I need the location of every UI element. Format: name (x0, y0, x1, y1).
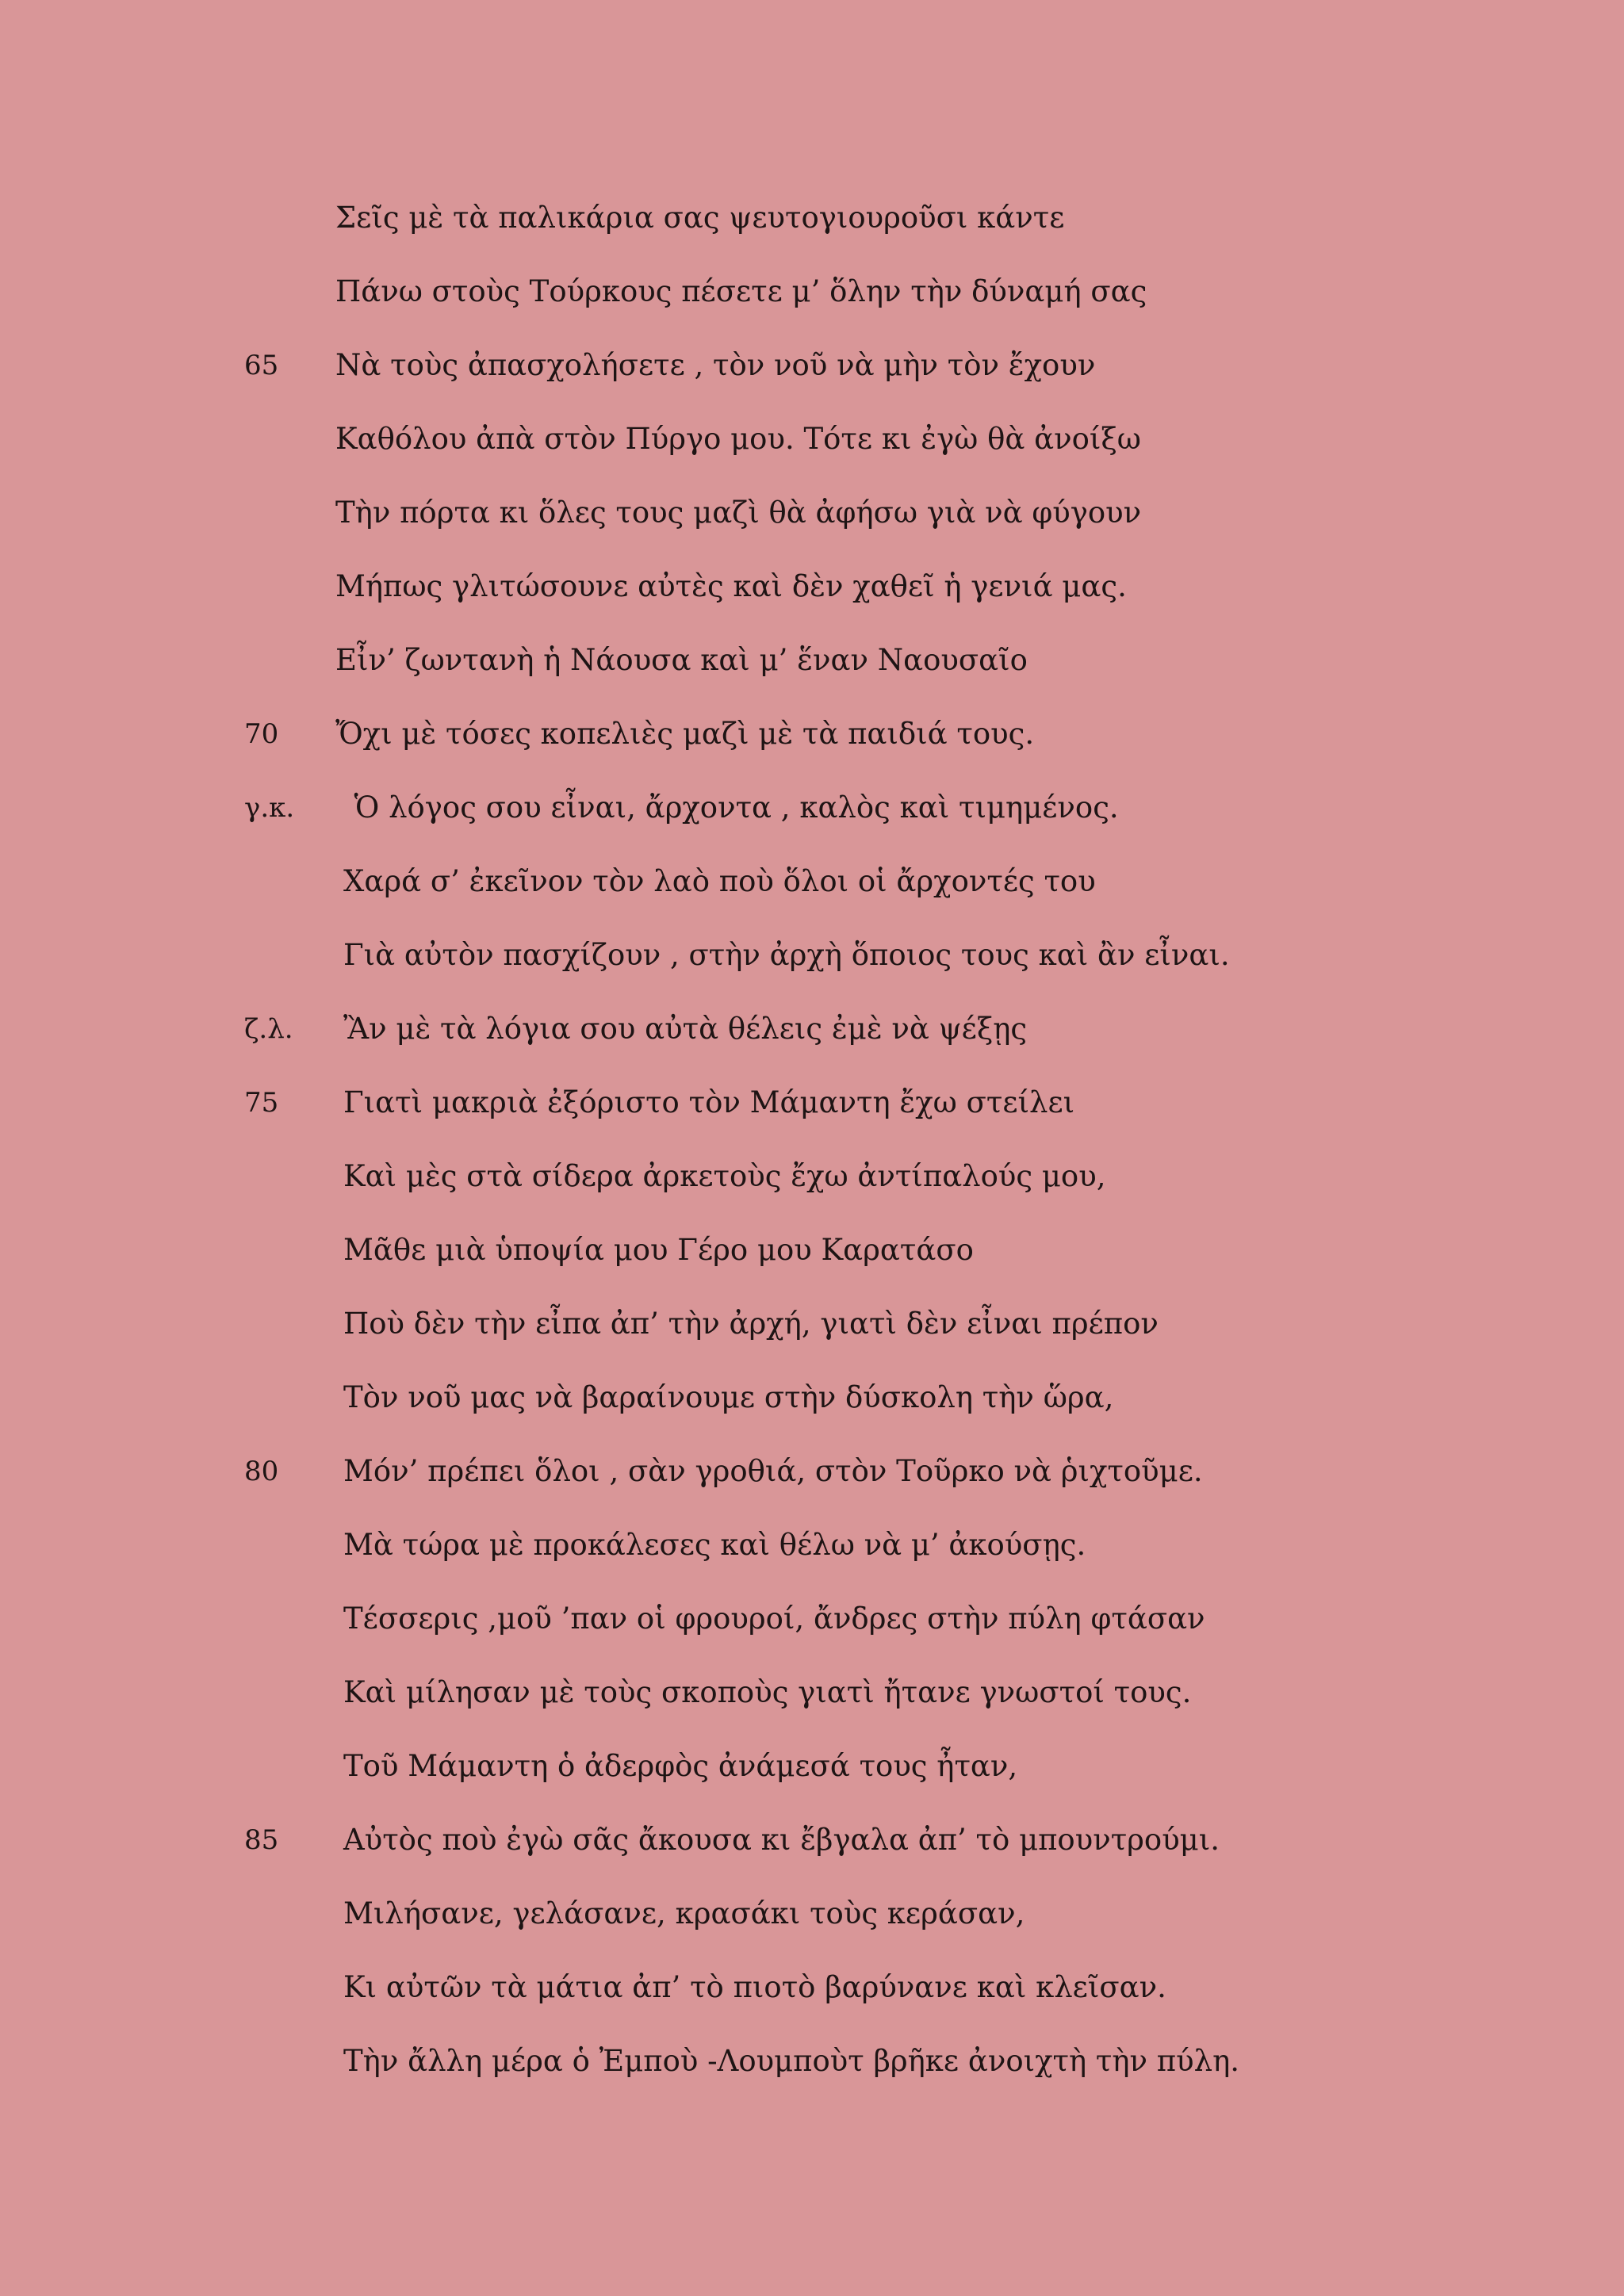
line-text: Χαρά σ’ ἐκεῖνον τὸν λαὸ ποὺ ὅλοι οἱ ἄρχοντές του (343, 864, 1096, 898)
poem-line (0, 1005, 1624, 1053)
poem-line (0, 637, 1624, 684)
poem-line (0, 1669, 1624, 1716)
line-text: Κι αὐτῶν τὰ μάτια ἀπ’ τὸ πιοτὸ βαρύνανε καὶ κλεῖσαν. (343, 1970, 1166, 2004)
line-text: Τοῦ Μάμαντη ὁ ἀδερφὸς ἀνάμεσά τους ἦταν, (343, 1749, 1018, 1783)
poem-line (0, 415, 1624, 463)
poem-line (0, 1964, 1624, 2011)
line-number: 80 (244, 1456, 279, 1487)
line-text: Ὁ λόγος σου εἶναι, ἄρχοντα , καλὸς καὶ τιμημένος. (335, 790, 1119, 825)
line-text: Μὰ τώρα μὲ προκάλεσες καὶ θέλω νὰ μ’ ἀκούσῃς. (343, 1528, 1086, 1562)
line-text: Πάνω στοὺς Τούρκους πέσετε μ’ ὅλην τὴν δύναμή σας (335, 274, 1147, 308)
speaker-label: ζ.λ. (244, 1013, 293, 1045)
line-text: Σεῖς μὲ τὰ παλικάρια σας ψευτογιουροῦσι κάντε (335, 201, 1065, 235)
poem-line (0, 1890, 1624, 1938)
line-number: 85 (244, 1824, 279, 1856)
poem-line (0, 932, 1624, 979)
poem-line (0, 1153, 1624, 1200)
poem-line (0, 1595, 1624, 1643)
line-text: Τὴν ἄλλη μέρα ὁ Ἐμποὺ -Λουμποὺτ βρῆκε ἀνοιχτὴ τὴν πύλη. (343, 2044, 1239, 2078)
poem-line (0, 342, 1624, 389)
line-text: Ποὺ δὲν τὴν εἶπα ἀπ’ τὴν ἀρχή, γιατὶ δὲν εἶναι πρέπον (343, 1307, 1159, 1341)
line-text: Μήπως γλιτώσουνε αὐτὲς καὶ δὲν χαθεῖ ἡ γενιά μας. (335, 569, 1127, 603)
poem-line (0, 489, 1624, 537)
line-text: Εἶν’ ζωντανὴ ἡ Νάουσα καὶ μ’ ἕναν Ναουσαῖο (335, 643, 1028, 677)
poem-line (0, 268, 1624, 316)
line-text: Γιὰ αὐτὸν πασχίζουν , στὴν ἀρχὴ ὅποιος τους καὶ ἂν εἶναι. (343, 938, 1230, 972)
line-text: Ἂν μὲ τὰ λόγια σου αὐτὰ θέλεις ἐμὲ νὰ ψέξῃς (343, 1012, 1028, 1046)
poem-line (0, 784, 1624, 832)
poem-line (0, 563, 1624, 610)
poem-line (0, 1300, 1624, 1348)
line-text: Καὶ μίλησαν μὲ τοὺς σκοποὺς γιατὶ ἤτανε γνωστοί τους. (343, 1675, 1192, 1709)
line-text: Αὐτὸς ποὺ ἐγὼ σᾶς ἄκουσα κι ἔβγαλα ἀπ’ τὸ μπουντρούμι. (343, 1823, 1220, 1857)
line-text: Μιλήσανε, γελάσανε, κρασάκι τοὺς κεράσαν, (343, 1896, 1025, 1931)
poem-line (0, 1374, 1624, 1422)
line-number: 75 (244, 1087, 279, 1119)
line-text: Μόν’ πρέπει ὅλοι , σὰν γροθιά, στὸν Τοῦρκο νὰ ῥιχτοῦμε. (343, 1454, 1203, 1488)
poem-line (0, 1448, 1624, 1495)
line-number: 70 (244, 718, 279, 750)
poem-line (0, 2038, 1624, 2085)
line-text: Γιατὶ μακριὰ ἐξόριστο τὸν Μάμαντη ἔχω στείλει (343, 1085, 1075, 1119)
poem-line (0, 1521, 1624, 1569)
poem-line (0, 1226, 1624, 1274)
line-text: Μᾶθε μιὰ ὑποψία μου Γέρο μου Καρατάσο (343, 1233, 974, 1267)
line-number: 65 (244, 350, 279, 381)
line-text: Τὴν πόρτα κι ὅλες τους μαζὶ θὰ ἀφήσω γιὰ νὰ φύγουν (335, 496, 1142, 530)
line-text: Τέσσερις ,μοῦ ’παν οἱ φρουροί, ἄνδρες στὴν πύλη φτάσαν (343, 1601, 1205, 1636)
line-text: Καὶ μὲς στὰ σίδερα ἀρκετοὺς ἔχω ἀντίπαλούς μου, (343, 1159, 1106, 1193)
poem-line (0, 194, 1624, 242)
line-text: Τὸν νοῦ μας νὰ βαραίνουμε στὴν δύσκολη τὴν ὥρα, (343, 1380, 1114, 1414)
poem-line (0, 1743, 1624, 1790)
speaker-label: γ.κ. (244, 792, 295, 824)
poem-line (0, 858, 1624, 905)
poem-line (0, 1816, 1624, 1864)
line-text: Καθόλου ἀπὰ στὸν Πύργο μου. Τότε κι ἐγὼ θὰ ἀνοίξω (335, 422, 1141, 456)
line-text: Ὄχι μὲ τόσες κοπελιὲς μαζὶ μὲ τὰ παιδιά τους. (335, 717, 1035, 751)
poem-line (0, 1079, 1624, 1127)
line-text: Νὰ τοὺς ἀπασχολήσετε , τὸν νοῦ νὰ μὴν τὸν ἔχουν (335, 348, 1096, 382)
poem-line (0, 710, 1624, 758)
